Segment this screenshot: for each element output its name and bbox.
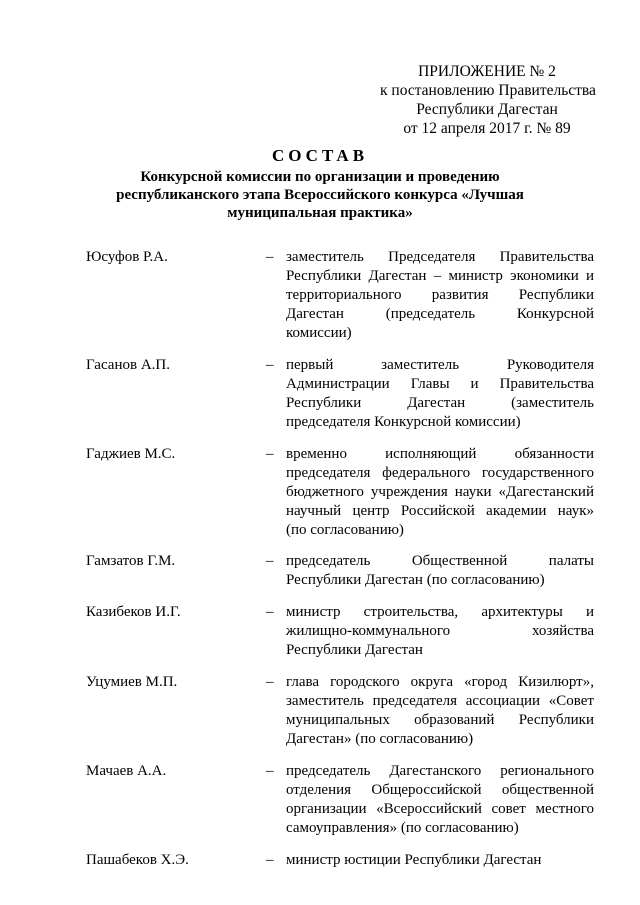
- position-line: Республики Дагестан (заместитель: [286, 395, 594, 411]
- member-name: Юсуфов Р.А.: [86, 249, 168, 265]
- position-line: первый заместитель Руководителя: [286, 357, 594, 373]
- dash-separator: –: [266, 674, 274, 690]
- title-block: [110, 146, 530, 222]
- dash-separator: –: [266, 604, 274, 620]
- member-row: [86, 248, 596, 343]
- member-row: [86, 851, 596, 870]
- subtitle-line: республиканского этапа Всероссийского конкурса «Лучшая: [116, 187, 524, 203]
- position-line: самоуправления» (по согласованию): [286, 820, 519, 836]
- document-subtitle: [110, 168, 530, 222]
- dash-separator: –: [266, 446, 274, 462]
- appendix-number: ПРИЛОЖЕНИЕ № 2: [418, 63, 556, 80]
- position-line: заместитель председателя ассоциации «Совет: [286, 693, 594, 709]
- member-name: Гасанов А.П.: [86, 357, 170, 373]
- member-position: [286, 851, 594, 870]
- dash-separator: –: [266, 852, 274, 868]
- appendix-line: Республики Дагестан: [416, 101, 558, 118]
- position-line: организации «Всероссийский совет местного: [286, 801, 594, 817]
- dash-separator: –: [266, 249, 274, 265]
- position-line: председатель Общественной палаты: [286, 553, 594, 569]
- appendix-block: [380, 62, 594, 138]
- position-line: Республики Дагестан – министр экономики и: [286, 268, 594, 284]
- member-position: [286, 248, 594, 343]
- member-name: Уцумиев М.П.: [86, 674, 178, 690]
- member-position: [286, 445, 594, 540]
- position-line: Администрации Главы и Правительства: [286, 376, 594, 392]
- member-position: [286, 603, 594, 660]
- document-heading: СОСТАВ: [271, 146, 369, 165]
- position-line: Дагестан» (по согласованию): [286, 731, 474, 747]
- position-line: комиссии): [286, 325, 352, 341]
- position-line: заместитель Председателя Правительства: [286, 249, 594, 265]
- position-line: жилищно-коммунального хозяйства: [286, 623, 594, 639]
- position-line: научный центр Российской академии наук»: [286, 503, 594, 519]
- position-line: Дагестан (председатель Конкурсной: [286, 306, 594, 322]
- position-line: временно исполняющий обязанности: [286, 446, 594, 462]
- position-line: министр юстиции Республики Дагестан: [286, 852, 542, 868]
- position-line: бюджетного учреждения науки «Дагестанский: [286, 484, 594, 500]
- member-position: [286, 673, 594, 749]
- subtitle-line: муниципальная практика»: [227, 205, 413, 221]
- member-name: Казибеков И.Г.: [86, 604, 181, 620]
- member-position: [286, 356, 594, 432]
- dash-separator: –: [266, 357, 274, 373]
- member-name: Пашабеков Х.Э.: [86, 852, 189, 868]
- members-list: [86, 248, 596, 870]
- dash-separator: –: [266, 763, 274, 779]
- member-name: Мачаев А.А.: [86, 763, 167, 779]
- member-row: [86, 673, 596, 749]
- position-line: председателя Конкурсной комиссии): [286, 414, 521, 430]
- member-name: Гамзатов Г.М.: [86, 553, 176, 569]
- position-line: Республики Дагестан: [286, 642, 423, 658]
- position-line: Республики Дагестан (по согласованию): [286, 572, 545, 588]
- member-row: [86, 356, 596, 432]
- position-line: глава городского округа «город Кизилюрт»,: [286, 674, 594, 690]
- member-position: [286, 762, 594, 838]
- position-line: отделения Общероссийской общественной: [286, 782, 594, 798]
- subtitle-line: Конкурсной комиссии по организации и проведению: [140, 169, 500, 185]
- member-row: [86, 603, 596, 660]
- member-row: [86, 552, 596, 590]
- position-line: территориального развития Республики: [286, 287, 594, 303]
- member-name: Гаджиев М.С.: [86, 446, 176, 462]
- member-row: [86, 445, 596, 540]
- position-line: председатель Дагестанского регионального: [286, 763, 594, 779]
- appendix-line: к постановлению Правительства: [380, 82, 596, 99]
- position-line: (по согласованию): [286, 522, 404, 538]
- position-line: министр строительства, архитектуры и: [286, 604, 594, 620]
- position-line: председателя федерального государственного: [286, 465, 594, 481]
- position-line: муниципальных образований Республики: [286, 712, 594, 728]
- appendix-date: от 12 апреля 2017 г. № 89: [403, 120, 571, 137]
- member-position: [286, 552, 594, 590]
- member-row: [86, 762, 596, 838]
- dash-separator: –: [266, 553, 274, 569]
